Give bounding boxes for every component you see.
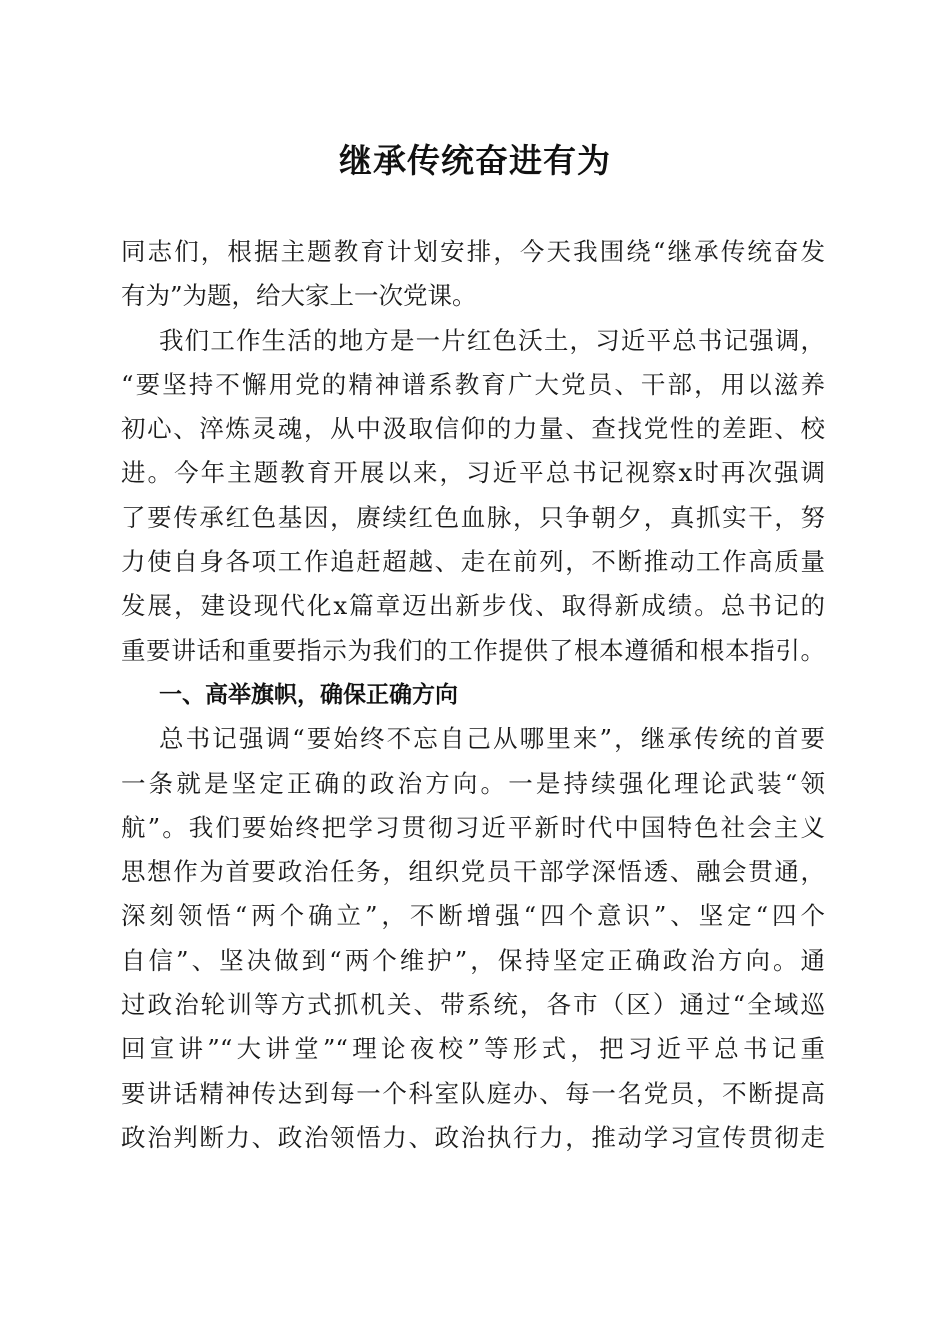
paragraph-line: 初心、淬炼灵魂，从中汲取信仰的力量、查找党性的差距、校 (121, 414, 825, 444)
paragraph-line: 一条就是坚定正确的政治方向。一是持续强化理论武装“领 (121, 768, 825, 798)
document-title: 继承传统奋进有为 (339, 141, 611, 180)
section-heading: 一、高举旗帜，确保正确方向 (159, 681, 458, 708)
paragraph-line: 我们工作生活的地方是一片红色沃土，习近平总书记强调， (159, 325, 825, 355)
paragraph-line: 航”。我们要始终把学习贯彻习近平新时代中国特色社会主义 (121, 812, 825, 842)
paragraph-line: 同志们，根据主题教育计划安排，今天我围绕“继承传统奋发 (121, 237, 825, 266)
paragraph-line: 重要讲话和重要指示为我们的工作提供了根本遵循和根本指引。 (121, 635, 825, 665)
paragraph-line: 深刻领悟“两个确立”，不断增强“四个意识”、坚定“四个 (121, 901, 825, 931)
paragraph-line: 总书记强调“要始终不忘自己从哪里来”，继承传统的首要 (159, 724, 825, 754)
paragraph-line: 自信”、坚决做到“两个维护”，保持坚定正确政治方向。通 (121, 945, 825, 975)
paragraph-line: 发展，建设现代化x篇章迈出新步伐、取得新成绩。总书记的 (121, 591, 825, 621)
paragraph-line: 了要传承红色基因，赓续红色血脉，只争朝夕，真抓实干，努 (121, 502, 825, 532)
paragraph-line: “要坚持不懈用党的精神谱系教育广大党员、干部，用以滋养 (121, 369, 825, 399)
paragraph-line: 过政治轮训等方式抓机关、带系统，各市（区）通过“全域巡 (121, 990, 825, 1020)
paragraph-line: 进。今年主题教育开展以来，习近平总书记视察x时再次强调 (121, 458, 825, 488)
paragraph-line: 思想作为首要政治任务，组织党员干部学深悟透、融会贯通， (121, 857, 825, 887)
paragraph-line: 力使自身各项工作追赶超越、走在前列，不断推动工作高质量 (121, 547, 825, 577)
paragraph-line: 要讲话精神传达到每一个科室队庭办、每一名党员，不断提高 (121, 1078, 825, 1108)
paragraph-line: 回宣讲”“大讲堂”“理论夜校”等形式，把习近平总书记重 (121, 1034, 825, 1064)
paragraph-line: 政治判断力、政治领悟力、政治执行力，推动学习宣传贯彻走 (121, 1122, 825, 1152)
document-body (121, 230, 825, 1160)
paragraph-line: 有为”为题，给大家上一次党课。 (121, 281, 477, 311)
